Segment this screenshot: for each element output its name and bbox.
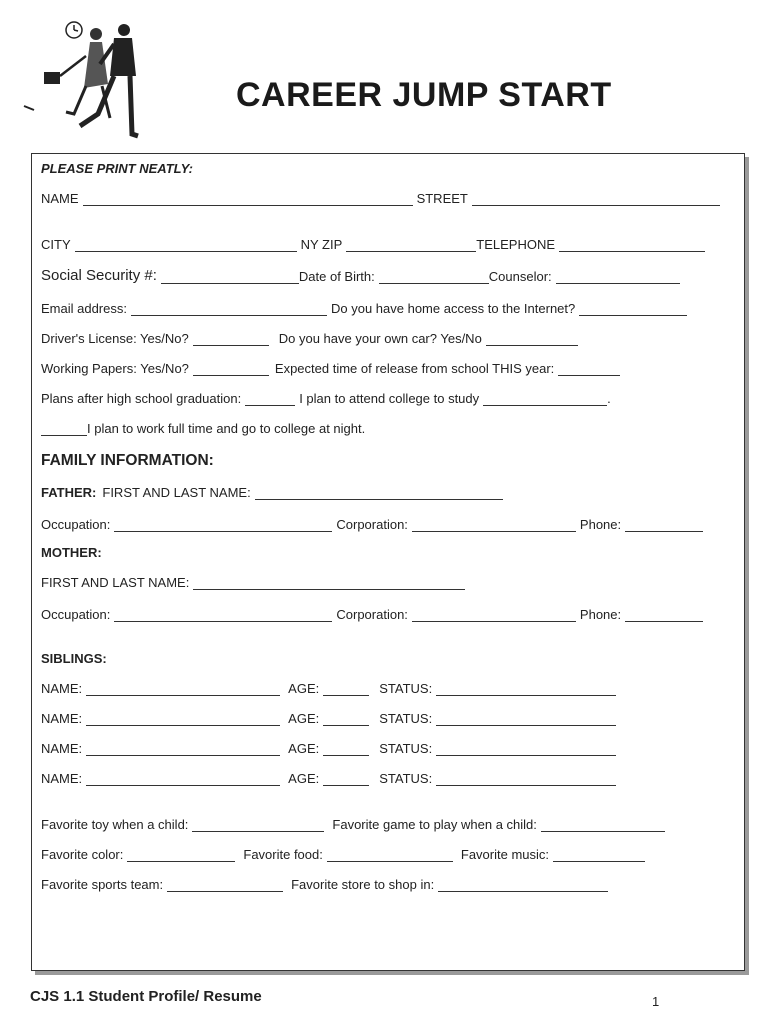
street-field[interactable] <box>472 194 720 206</box>
release-label: Expected time of release from school THIS year: <box>274 361 555 376</box>
father-name-label: FIRST AND LAST NAME: <box>102 485 251 500</box>
page-title: CAREER JUMP START <box>236 76 612 114</box>
sibling-status-field[interactable] <box>436 714 616 726</box>
city-label: CITY <box>41 237 71 252</box>
working-papers-field[interactable] <box>193 364 269 376</box>
sibling-name-field[interactable] <box>86 684 280 696</box>
favorite-game-field[interactable] <box>541 820 665 832</box>
favorite-toy-label: Favorite toy when a child: <box>41 817 189 832</box>
mother-name-field[interactable] <box>193 578 465 590</box>
college-label: I plan to attend college to study <box>299 391 480 406</box>
city-field[interactable] <box>75 240 297 252</box>
sibling-age-field[interactable] <box>323 714 369 726</box>
sibling-age-label: AGE: <box>288 771 320 786</box>
siblings-heading: SIBLINGS: <box>41 651 107 666</box>
working-papers-label: Working Papers: Yes/No? <box>41 361 189 376</box>
counselor-label: Counselor: <box>488 269 552 284</box>
mother-label: MOTHER: <box>41 545 102 560</box>
student-profile-form <box>31 153 745 971</box>
footer-title: CJS 1.1 Student Profile/ Resume <box>30 988 262 1005</box>
ssn-label: Social Security #: <box>41 267 157 284</box>
favorite-color-label: Favorite color: <box>41 847 124 862</box>
internet-label: Do you have home access to the Internet? <box>330 301 576 316</box>
mother-phone-field[interactable] <box>625 610 703 622</box>
favorite-team-field[interactable] <box>167 880 283 892</box>
sibling-name-label: NAME: <box>41 771 83 786</box>
father-label: FATHER: <box>41 485 97 500</box>
sibling-name-label: NAME: <box>41 711 83 726</box>
email-label: Email address: <box>41 301 127 316</box>
plans-field[interactable] <box>245 394 295 406</box>
zip-field[interactable] <box>346 240 476 252</box>
internet-field[interactable] <box>579 304 687 316</box>
sibling-name-label: NAME: <box>41 681 83 696</box>
drivers-license-label: Driver's License: Yes/No? <box>41 331 189 346</box>
sibling-name-field[interactable] <box>86 774 280 786</box>
favorite-color-field[interactable] <box>127 850 235 862</box>
telephone-field[interactable] <box>559 240 705 252</box>
favorite-toy-field[interactable] <box>192 820 324 832</box>
plans-label: Plans after high school graduation: <box>41 391 242 406</box>
favorite-team-label: Favorite sports team: <box>41 877 164 892</box>
college-field[interactable] <box>483 394 607 406</box>
father-corporation-field[interactable] <box>412 520 576 532</box>
sibling-age-field[interactable] <box>323 684 369 696</box>
release-field[interactable] <box>558 364 620 376</box>
favorite-store-field[interactable] <box>438 880 608 892</box>
period: . <box>607 391 611 406</box>
mother-occupation-field[interactable] <box>114 610 332 622</box>
telephone-label: TELEPHONE <box>476 237 556 252</box>
name-label: NAME <box>41 191 79 206</box>
sibling-name-label: NAME: <box>41 741 83 756</box>
father-phone-field[interactable] <box>625 520 703 532</box>
mother-corporation-field[interactable] <box>412 610 576 622</box>
father-name-field[interactable] <box>255 488 503 500</box>
night-college-field[interactable] <box>41 424 87 436</box>
father-corporation-label: Corporation: <box>336 517 408 532</box>
sibling-name-field[interactable] <box>86 714 280 726</box>
sibling-status-label: STATUS: <box>379 741 433 756</box>
mother-corporation-label: Corporation: <box>336 607 408 622</box>
father-phone-label: Phone: <box>579 517 622 532</box>
sibling-age-label: AGE: <box>288 741 320 756</box>
mother-occupation-label: Occupation: <box>41 607 111 622</box>
night-college-label: I plan to work full time and go to college at night. <box>87 421 366 436</box>
sibling-status-label: STATUS: <box>379 771 433 786</box>
favorite-store-label: Favorite store to shop in: <box>291 877 435 892</box>
sibling-age-field[interactable] <box>323 774 369 786</box>
sibling-status-field[interactable] <box>436 774 616 786</box>
favorite-music-field[interactable] <box>553 850 645 862</box>
street-label: STREET <box>416 191 468 206</box>
drivers-license-field[interactable] <box>193 334 269 346</box>
favorite-game-label: Favorite game to play when a child: <box>332 817 537 832</box>
ssn-field[interactable] <box>161 272 299 284</box>
family-heading: FAMILY INFORMATION: <box>41 452 214 469</box>
mother-name-label: FIRST AND LAST NAME: <box>41 575 190 590</box>
car-field[interactable] <box>486 334 578 346</box>
zip-label: NY ZIP <box>300 237 343 252</box>
name-field[interactable] <box>83 194 413 206</box>
sibling-status-label: STATUS: <box>379 681 433 696</box>
favorite-food-field[interactable] <box>327 850 453 862</box>
email-field[interactable] <box>131 304 327 316</box>
favorite-music-label: Favorite music: <box>460 847 550 862</box>
counselor-field[interactable] <box>556 272 680 284</box>
sibling-name-field[interactable] <box>86 744 280 756</box>
car-label: Do you have your own car? Yes/No <box>278 331 482 346</box>
sibling-status-field[interactable] <box>436 684 616 696</box>
favorite-food-label: Favorite food: <box>243 847 323 862</box>
dob-field[interactable] <box>379 272 489 284</box>
dob-label: Date of Birth: <box>298 269 375 284</box>
father-occupation-label: Occupation: <box>41 517 111 532</box>
sibling-age-field[interactable] <box>323 744 369 756</box>
sibling-status-label: STATUS: <box>379 711 433 726</box>
sibling-age-label: AGE: <box>288 711 320 726</box>
running-business-people-icon <box>14 14 144 144</box>
page-number: 1 <box>652 994 660 1009</box>
sibling-age-label: AGE: <box>288 681 320 696</box>
father-occupation-field[interactable] <box>114 520 332 532</box>
mother-phone-label: Phone: <box>579 607 622 622</box>
sibling-status-field[interactable] <box>436 744 616 756</box>
print-note: PLEASE PRINT NEATLY: <box>41 161 193 176</box>
